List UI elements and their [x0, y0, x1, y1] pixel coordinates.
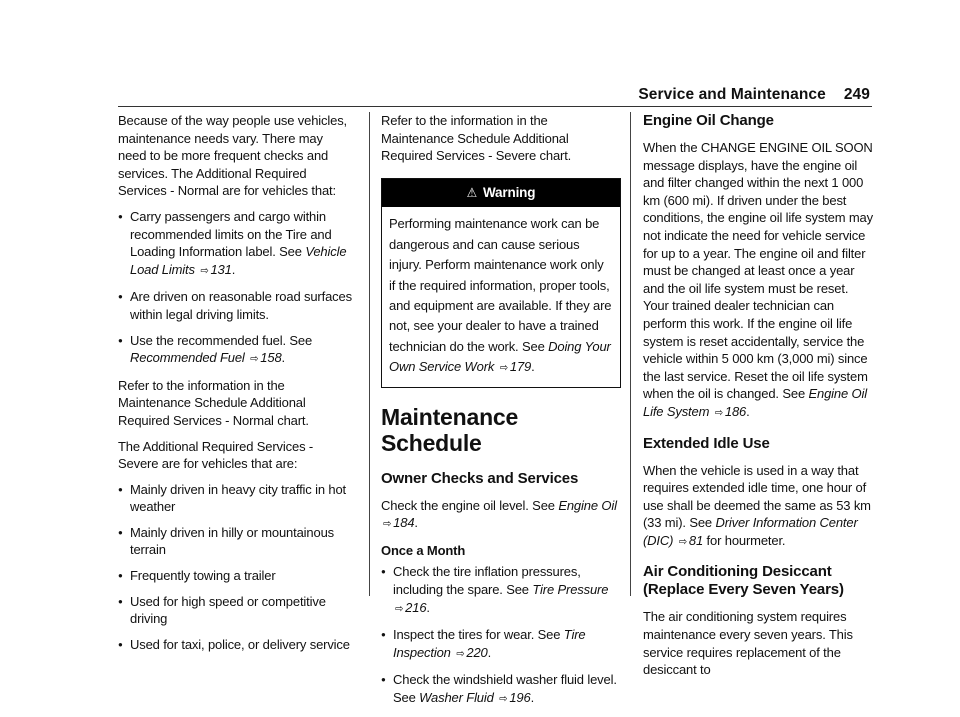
xref-link[interactable]: Tire Pressure [532, 582, 609, 597]
xref-link[interactable]: Tire Inspection [393, 627, 586, 660]
paragraph: When the CHANGE ENGINE OIL SOON message displays, have the engine oil and filter changed within the next 1 000 km (600 mi). If driven under the best conditions, the engine oil life system may not indicate the need for vehicle service for up to a year. The engine oil and filter must be changed at least once a year and the oil life system must be reset. Your trained dealer technician can perform this work. If the engine oil life system is reset accidentally, service the vehicle within 5 000 km (3,000 mi) since the last service. Reset the oil life system when the oil is changed. See Engine Oil Life System ⇨ 186. [643, 140, 873, 419]
xref-link[interactable]: Engine Oil [558, 497, 617, 513]
list-item: ● Check the tire inflation pressures, including the spare. See Tire Pressure ⇨ 216. [381, 563, 621, 618]
xref-link[interactable]: Vehicle Load Limits [130, 244, 347, 277]
column-divider [369, 112, 370, 596]
xref-link[interactable]: Recommended Fuel [130, 350, 245, 366]
warning-icon: ⚠ [466, 184, 477, 200]
xref-page[interactable]: 196 [509, 689, 531, 705]
xref-page[interactable]: 179 [509, 359, 532, 375]
minor-heading: Once a Month [381, 542, 466, 558]
list-item: ● Use the recommended fuel. See Recommended Fuel ⇨ 158. [118, 332, 354, 369]
list-item: ● Are driven on reasonable road surfaces within legal driving limits. [118, 288, 354, 323]
list-item: ● Inspect the tires for wear. See Tire Inspection ⇨ 220. [381, 626, 621, 663]
xref-link[interactable]: Driver Information Center (DIC) [643, 515, 858, 548]
subsection-heading: Owner Checks and Services [381, 469, 579, 487]
paragraph: The air conditioning system requires maintenance every seven years. This service requires replacement of the desiccant to [643, 609, 853, 678]
list-item: ● Carry passengers and cargo within recommended limits on the Tire and Loading Information label. See Vehicle Load Limits ⇨ 131. [118, 208, 354, 280]
xref-page[interactable]: 131 [210, 261, 232, 277]
page-header [638, 86, 870, 104]
page-ref-icon: ⇨ [383, 518, 392, 531]
xref-link[interactable]: Washer Fluid [419, 689, 494, 705]
list-item: ● Check the windshield washer fluid level. See Washer Fluid ⇨ 196. [381, 671, 621, 708]
column-right [643, 112, 876, 687]
warning-body: Performing maintenance work can be dangerous and can cause serious injury. Perform maintenance work only if the required information, proper tools, and equipment are available. If they are not, see your dealer to have a trained technician do the work. See Doing Your Own Service Work ⇨ 179. [389, 216, 612, 375]
page-ref-icon: ⇨ [714, 406, 723, 419]
xref-page[interactable]: 216 [405, 599, 427, 615]
xref-page[interactable]: 184 [393, 515, 415, 531]
page-ref-icon: ⇨ [395, 602, 404, 615]
page-ref-icon: ⇨ [456, 647, 465, 660]
page-ref-icon: ⇨ [200, 264, 209, 277]
section-title: Service and Maintenance [638, 86, 826, 103]
section-heading: Maintenance Schedule [381, 403, 519, 456]
list-item: ● Mainly driven in heavy city traffic in hot weather [118, 481, 354, 516]
column-divider [630, 112, 631, 596]
list-item: ● Used for taxi, police, or delivery service [118, 636, 354, 654]
column-middle [381, 112, 621, 717]
page-number: 249 [843, 86, 870, 103]
xref-page[interactable]: 158 [260, 350, 282, 366]
xref-page[interactable]: 186 [724, 403, 747, 419]
list-item: ● Frequently towing a trailer [118, 567, 354, 585]
xref-page[interactable]: 81 [688, 532, 704, 548]
paragraph: When the vehicle is used in a way that requires extended idle time, one hour of use shall be deemed the same as 53 km (33 mi). See Driver Information Center (DIC) ⇨ 81 for hourmeter. [643, 462, 871, 548]
subsection-heading: Extended Idle Use [643, 434, 770, 452]
subsection-heading: Air Conditioning Desiccant (Replace Every Seven Years) [643, 563, 844, 599]
paragraph: Check the engine oil level. See Engine Oil ⇨ 184. [381, 497, 617, 531]
header-rule [118, 106, 872, 107]
paragraph: Refer to the information in the Maintenance Schedule Additional Required Services - Severe chart. [381, 113, 572, 164]
column-left [118, 112, 354, 661]
paragraph: Refer to the information in the Maintenance Schedule Additional Required Services - Normal chart. [118, 377, 309, 428]
warning-header: ⚠ Warning [382, 179, 620, 208]
xref-page[interactable]: 220 [466, 644, 488, 660]
page-ref-icon: ⇨ [678, 535, 687, 548]
list-item: ● Used for high speed or competitive driving [118, 593, 354, 628]
xref-link[interactable]: Doing Your Own Service Work [389, 338, 611, 375]
page-ref-icon: ⇨ [250, 353, 259, 366]
page-ref-icon: ⇨ [499, 362, 508, 375]
warning-box [381, 178, 621, 388]
xref-link[interactable]: Engine Oil Life System [643, 386, 867, 419]
list-item: ● Mainly driven in hilly or mountainous terrain [118, 524, 354, 559]
subsection-heading: Engine Oil Change [643, 112, 774, 129]
intro-paragraph: Because of the way people use vehicles, maintenance needs vary. There may need to be more frequent checks and services. The Additional Required Services - Normal are for vehicles that: [118, 113, 348, 199]
page-ref-icon: ⇨ [499, 692, 508, 705]
paragraph: The Additional Required Services - Severe are for vehicles that are: [118, 438, 314, 472]
